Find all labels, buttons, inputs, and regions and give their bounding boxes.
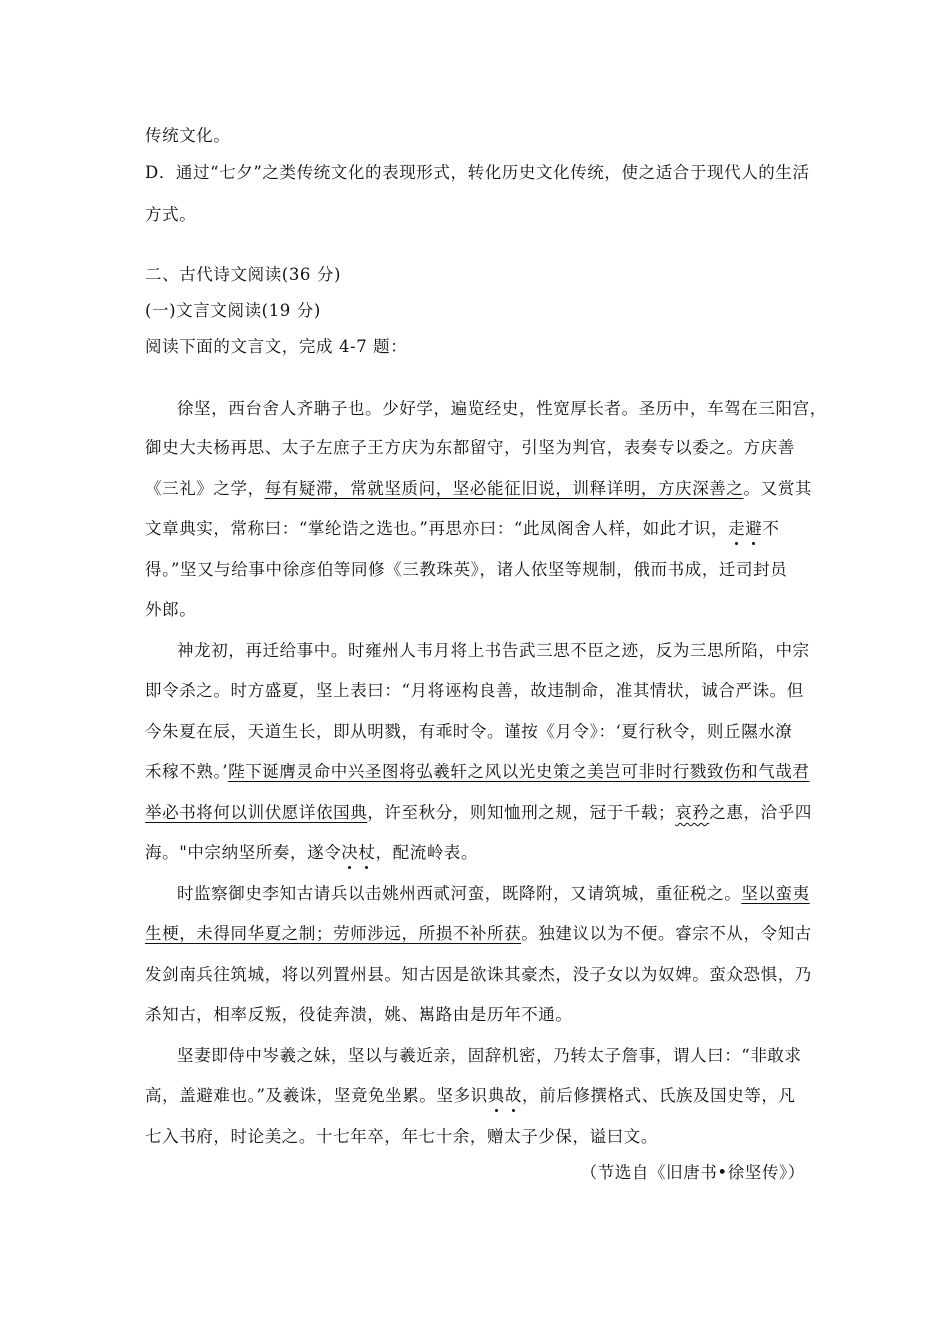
passage-line: 杀知古，相率反叛，役徒奔溃，姚、嶲路由是历年不通。 [145, 1005, 573, 1024]
passage-line: 七入书府，时论美之。十七年卒，年七十余，赠太子少保，谥曰文。 [145, 1127, 658, 1146]
passage-line: 御史大夫杨再思、太子左庶子王方庆为东都留守，引坚为判官，表奏专以委之。方庆善 [145, 438, 795, 457]
wavy-underlined-word: 哀矜 [675, 803, 710, 822]
unpunctuated-sentence: 陛下诞膺灵命中兴圣图将弘羲轩之风以光史策之美岂可非时行戮致伤和气哉君 [228, 762, 810, 781]
passage-line: 得。”坚又与给事中徐彦伯等同修《三教珠英》，诸人依坚等规制，俄而书成，迁司封员 [145, 560, 788, 579]
passage-line: 徐坚，西台舍人齐聃子也。少好学，遍览经史，性宽厚长者。圣历中，车驾在三阳宫， [177, 399, 827, 418]
unpunctuated-sentence: 举必书将何以训伏愿详依国典 [145, 803, 368, 822]
passage-line: 禾稼不熟。’陛下诞膺灵命中兴圣图将弘羲轩之风以光史策之美岂可非时行戮致伤和气哉君 [145, 762, 810, 781]
passage-line: 发剑南兵往筑城，将以列置州县。知古因是欲诛其豪杰，没子女以为奴婢。蛮众恐惧，乃 [145, 965, 812, 984]
underlined-sentence: 生梗，未得同华夏之制；劳师涉远，所损不补所获 [145, 924, 522, 943]
text-line: 传统文化。 [145, 126, 231, 145]
dotted-char: 决 [341, 843, 359, 862]
dotted-char: 典 [487, 1086, 505, 1105]
source-citation: （节选自《旧唐书•徐坚传》） [580, 1163, 805, 1182]
text-line: 方式。 [145, 205, 197, 224]
passage-line: 即令杀之。时方盛夏，坚上表曰：“月将诬构良善，故违制命，准其情状，诚合严诛。但 [145, 681, 804, 700]
subsection-heading: (一)文言文阅读(19 分) [145, 301, 321, 320]
passage-line: 海。"中宗纳坚所奏，遂令决杖，配流岭表。 [145, 843, 479, 862]
underlined-sentence: 坚以蛮夷 [741, 884, 810, 903]
instruction: 阅读下面的文言文，完成 4-7 题： [145, 337, 408, 356]
passage-line: 举必书将何以训伏愿详依国典，许至秋分，则知恤刑之规，冠于千载；哀矜之惠，洽乎四 [145, 803, 812, 822]
passage-line: 时监察御史李知古请兵以击姚州西贰河蛮，既降附，又请筑城，重征税之。坚以蛮夷 [177, 884, 810, 903]
option-d: D．通过“七夕”之类传统文化的表现形式，转化历史文化传统，使之适合于现代人的生活 [145, 163, 810, 182]
underlined-sentence: 每有疑滞，常就坚质问，坚必能征旧说，训释详明，方庆深善之 [264, 479, 744, 498]
passage-line: 《三礼》之学，每有疑滞，常就坚质问，坚必能征旧说，训释详明，方庆深善之。又赏其 [145, 479, 812, 498]
passage-line: 外郎。 [145, 600, 197, 619]
dotted-char: 避 [745, 519, 763, 538]
passage-line: 高，盖避难也。”及羲诛，坚竟免坐累。坚多识典故，前后修撰格式、氏族及国史等，凡 [145, 1086, 796, 1105]
passage-line: 生梗，未得同华夏之制；劳师涉远，所损不补所获。独建议以为不便。睿宗不从，令知古 [145, 924, 812, 943]
passage-line: 神龙初，再迁给事中。时雍州人韦月将上书告武三思不臣之迹，反为三思所陷，中宗 [177, 641, 810, 660]
passage-line: 坚妻即侍中岑羲之妹，坚以与羲近亲，固辞机密，乃转太子詹事，谓人曰：“非敢求 [177, 1046, 802, 1065]
passage-line: 文章典实，常称曰：“掌纶诰之选也。”再思亦曰：“此凤阁舍人样，如此才识，走避不 [145, 519, 780, 538]
dotted-char: 杖 [358, 843, 376, 862]
section-heading: 二、古代诗文阅读(36 分) [145, 265, 342, 284]
dotted-char: 故 [504, 1086, 523, 1105]
dotted-char: 走 [728, 519, 746, 538]
passage-line: 今朱夏在辰，天道生长，即从明戮，有乖时令。谨按《月令》：‘夏行秋令，则丘隰水潦 [145, 722, 793, 741]
